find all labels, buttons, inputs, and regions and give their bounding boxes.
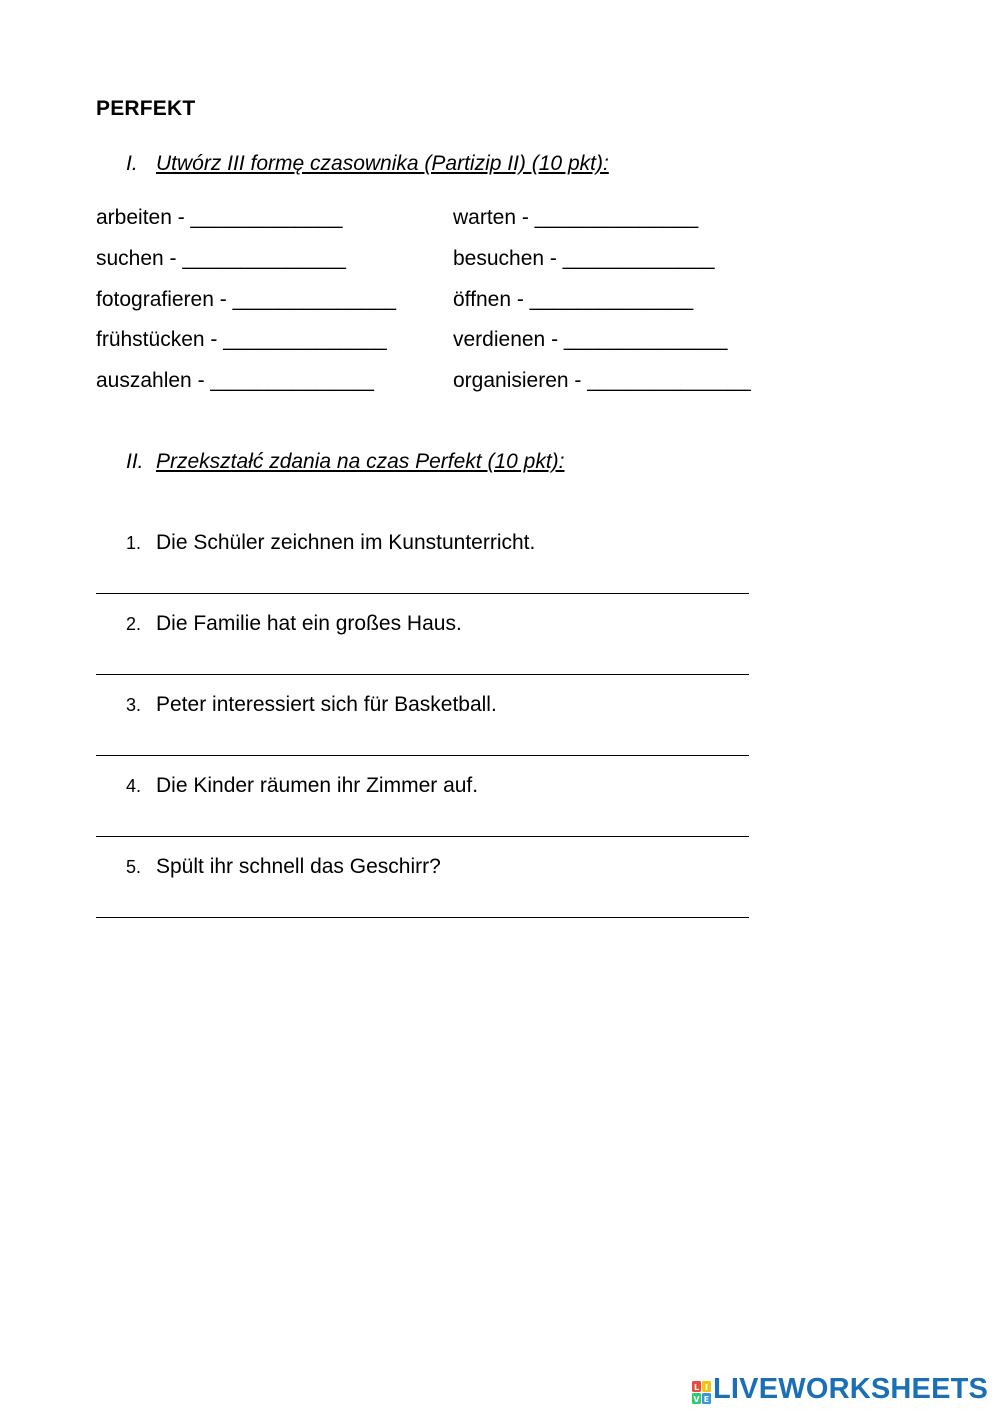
verb-item[interactable]: verdienen - ______________ [453, 328, 728, 351]
sentence-text: Die Familie hat ein großes Haus. [156, 612, 462, 635]
verb-item[interactable]: organisieren - ______________ [453, 369, 751, 392]
sentence-number: 5. [126, 857, 142, 877]
verb-item[interactable]: fotografieren - ______________ [96, 288, 397, 311]
verb-item[interactable]: frühstücken - ______________ [96, 328, 387, 351]
svg-text:I: I [705, 1383, 708, 1392]
sentence-number: 1. [126, 533, 142, 553]
verb-item[interactable]: warten - ______________ [453, 206, 699, 229]
answer-line[interactable] [96, 755, 749, 756]
answer-line[interactable] [96, 917, 749, 918]
sentence-item [126, 612, 766, 638]
verb-item[interactable]: arbeiten - _____________ [96, 206, 343, 229]
answer-line[interactable] [96, 674, 749, 675]
liveworksheets-logo [692, 1375, 988, 1409]
sentence-number: 3. [126, 695, 142, 715]
liveworksheets-logo-text: LIVEWORKSHEETS [713, 1373, 989, 1405]
section-2-instruction: Przekształć zdania na czas Perfekt (10 pkt): [156, 450, 565, 473]
svg-text:L: L [693, 1383, 700, 1392]
sentence-number: 2. [126, 614, 142, 634]
page-title: PERFEKT [96, 97, 196, 120]
section-1-instruction: Utwórz III formę czasownika (Partizip II) (10 pkt): [156, 152, 609, 175]
sentence-item [126, 774, 766, 800]
liveworksheets-logo-icon [692, 1381, 712, 1405]
verb-item[interactable]: öffnen - ______________ [453, 288, 694, 311]
section-1-number: I. [126, 152, 138, 175]
section-2-number: II. [126, 450, 144, 473]
sentence-number: 4. [126, 776, 142, 796]
verb-item[interactable]: suchen - ______________ [96, 247, 346, 270]
sentence-text: Die Kinder räumen ihr Zimmer auf. [156, 774, 479, 797]
svg-text:E: E [703, 1395, 710, 1404]
sentence-text: Die Schüler zeichnen im Kunstunterricht. [156, 531, 536, 554]
section-2-heading [126, 450, 726, 476]
sentence-item [126, 855, 766, 881]
section-1-heading [126, 152, 726, 178]
sentence-text: Peter interessiert sich für Basketball. [156, 693, 497, 716]
answer-line[interactable] [96, 836, 749, 837]
sentence-item [126, 693, 766, 719]
sentence-text: Spült ihr schnell das Geschirr? [156, 855, 441, 878]
sentence-item [126, 531, 766, 557]
verb-item[interactable]: besuchen - _____________ [453, 247, 715, 270]
svg-text:V: V [693, 1395, 700, 1404]
answer-line[interactable] [96, 593, 749, 594]
verb-item[interactable]: auszahlen - ______________ [96, 369, 374, 392]
